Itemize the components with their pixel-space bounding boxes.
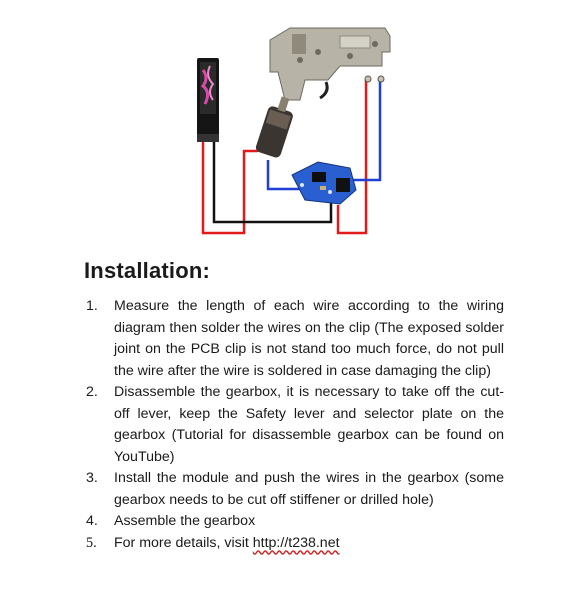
battery-illustration [197, 58, 219, 142]
step-text: Measure the length of each wire according to the wiring diagram then solder the wires on the clip (The exposed solder joint on the PCB clip is not stand too much force, do not pull the wire after the wire is soldered in case damaging the clip) [114, 298, 504, 379]
step-number: 1. [86, 298, 98, 314]
step-3 [84, 468, 504, 511]
website-link[interactable]: http://t238.net [252, 534, 340, 551]
step-text-prefix: For more details, visit [114, 534, 253, 551]
step-number: 2. [86, 384, 98, 400]
pcb-module-illustration [292, 162, 356, 204]
step-text: Disassemble the gearbox, it is necessary to take off the cut-off lever, keep the Safety lever and selector plate on the gearbox (Tutorial for disassemble gearbox can be found on YouTube) [114, 384, 504, 465]
step-text: Install the module and push the wires in the gearbox (some gearbox needs to be cut off stiffener or drilled hole) [114, 470, 504, 508]
step-number: 4. [86, 513, 98, 529]
motor-illustration [255, 94, 298, 159]
page-title: Installation: [84, 258, 211, 283]
step-1 [84, 296, 504, 382]
step-number: 5. [86, 534, 97, 551]
installation-steps [84, 296, 504, 554]
step-4 [84, 511, 504, 533]
step-text: Assemble the gearbox [114, 513, 256, 529]
step-text [114, 533, 504, 555]
step-number: 3. [86, 470, 98, 486]
wires [203, 80, 380, 233]
step-2 [84, 382, 504, 468]
gearbox-illustration [270, 28, 390, 100]
wiring-diagram [0, 0, 585, 250]
step-5 [84, 533, 504, 555]
